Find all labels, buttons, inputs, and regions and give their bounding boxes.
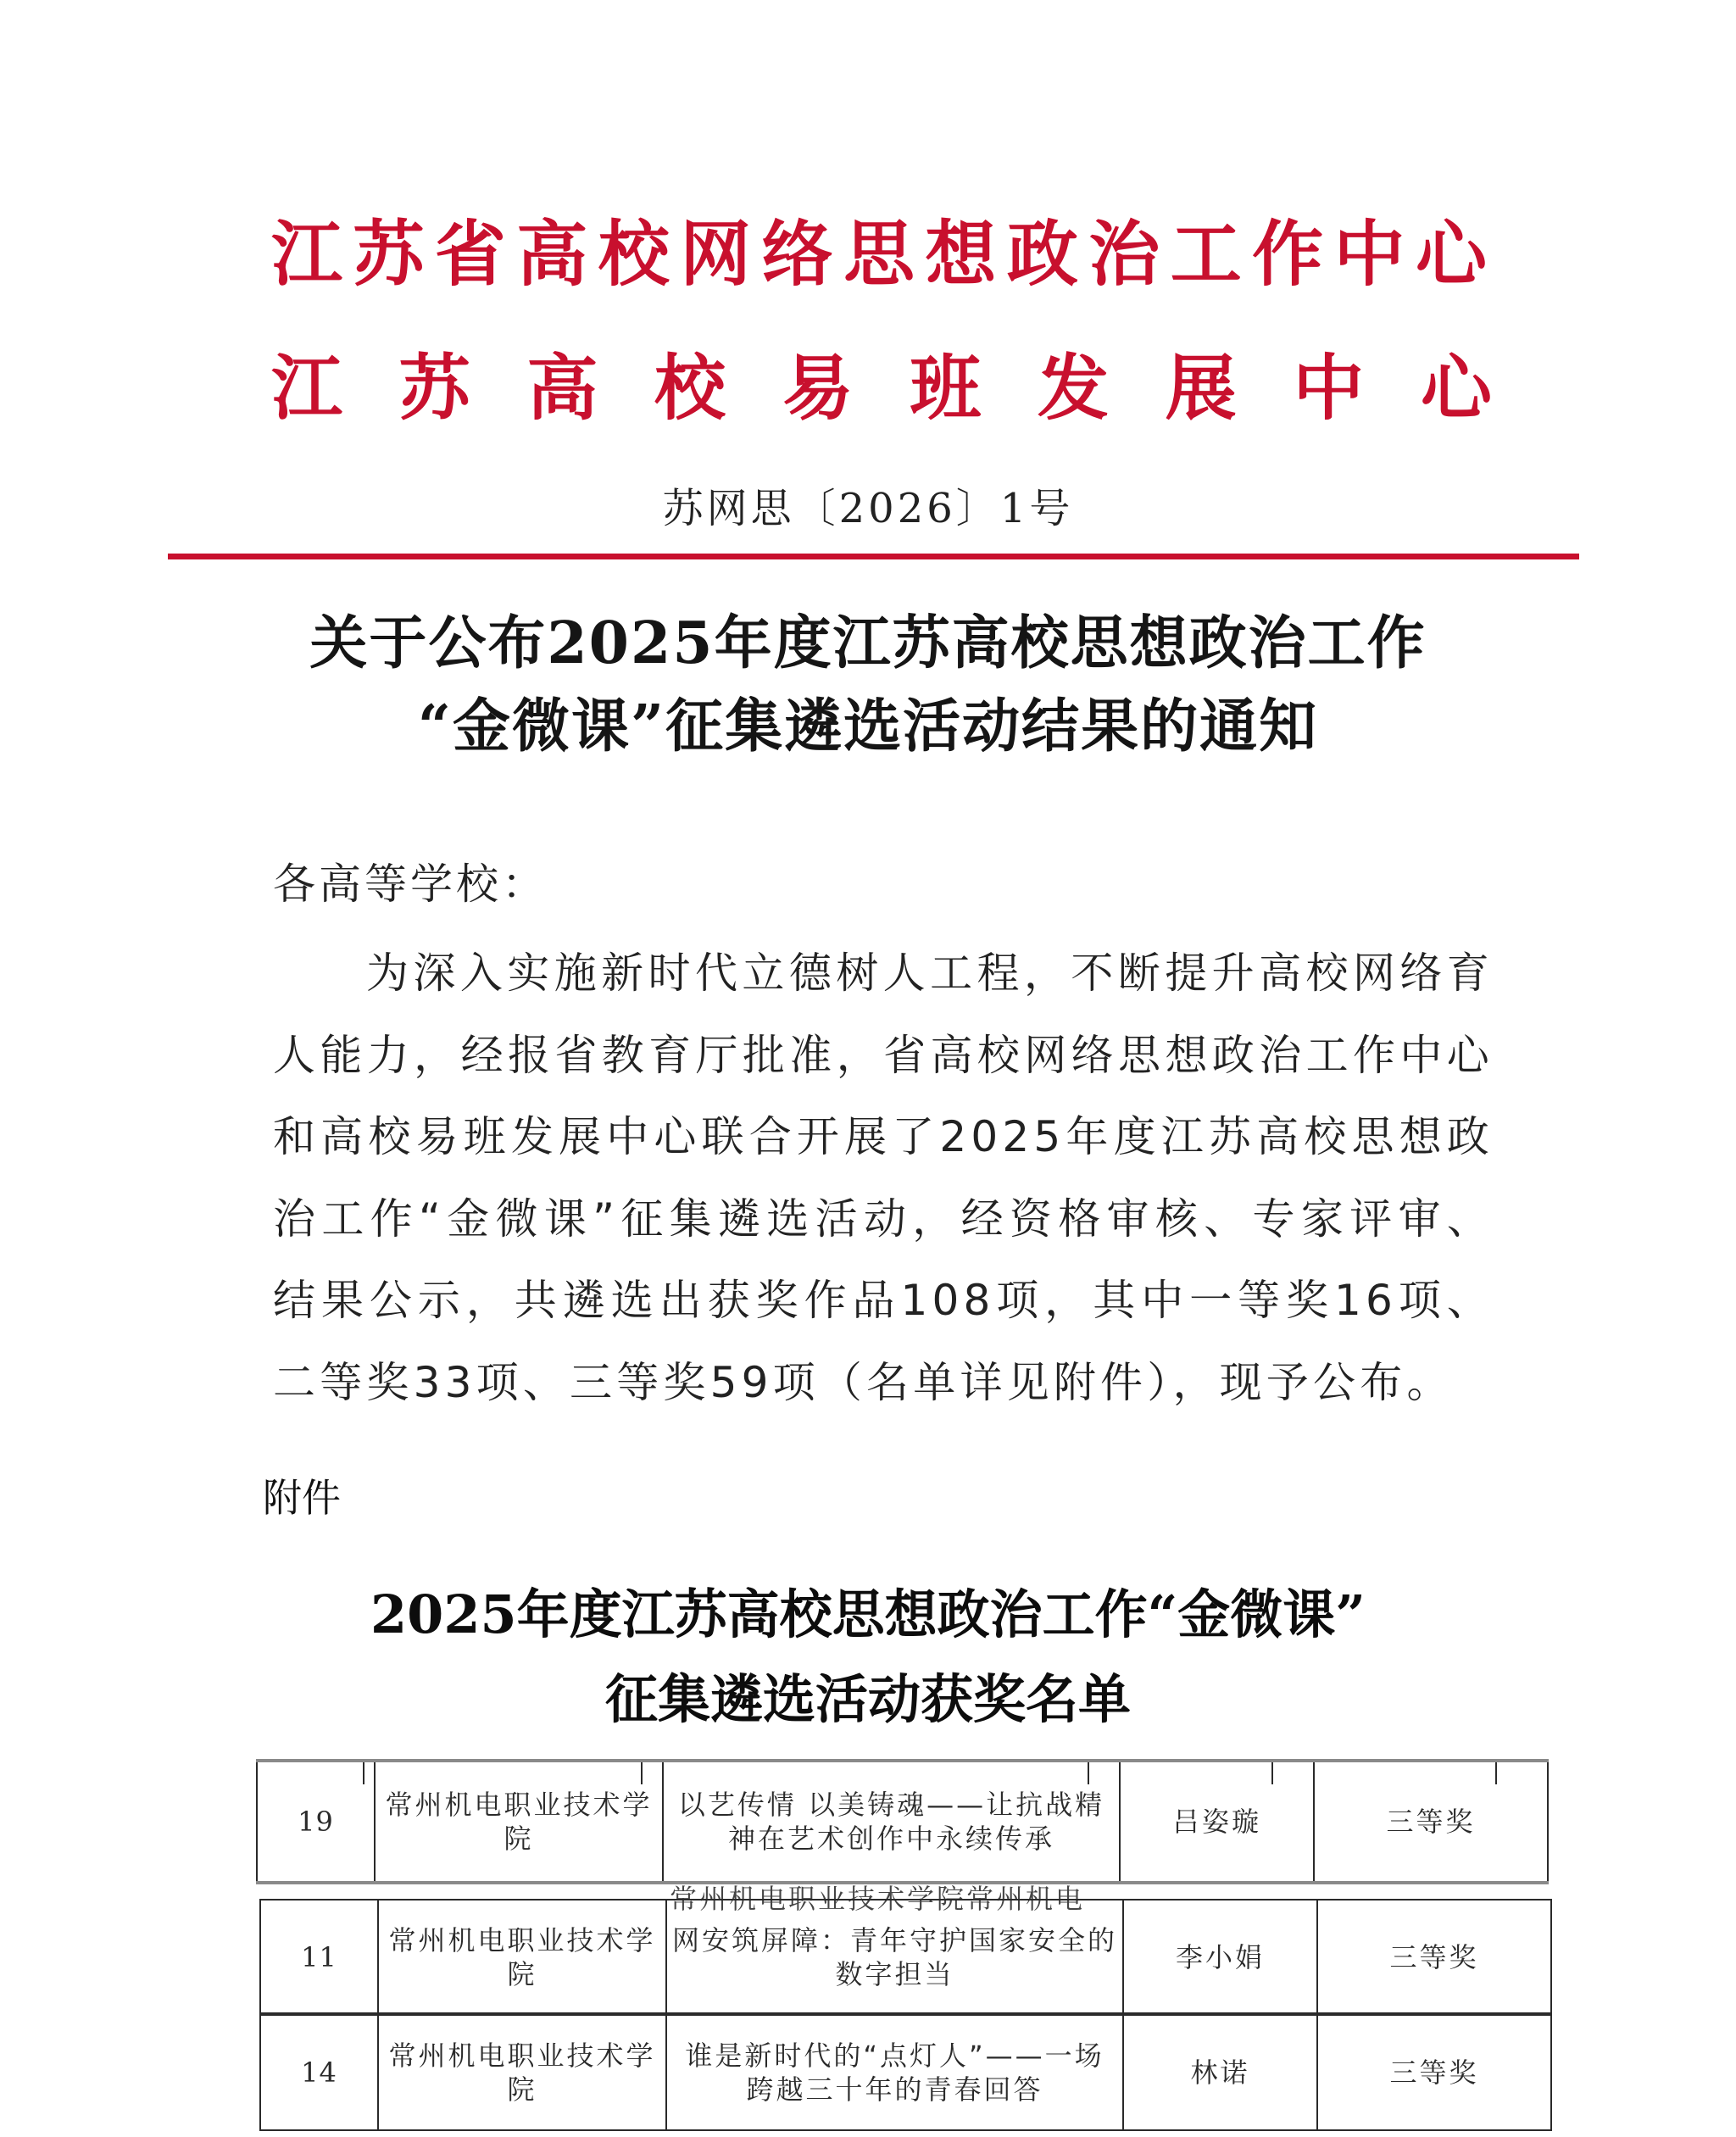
cell-work-title: 谁是新时代的“点灯人”——一场跨越三十年的青春回答 xyxy=(666,2014,1123,2130)
body-paragraph: 为深入实施新时代立德树人工程，不断提升高校网络育人能力，经报省教育厅批准，省高校网络思想政治工作中心和高校易班发展中心联合开展了2025年度江苏高校思想政治工作“金微课”征集遴选活动，经资格审核、专家评审、结果公示，共遴选出获奖作品108项，其中一等奖16项、二等奖33项、三等奖59项（名单详见附件），现予公布。 xyxy=(273,949,1494,1407)
letterhead-line-1: 江苏省高校网络思想政治工作中心 xyxy=(271,213,1492,296)
cell-author: 吕姿璇 xyxy=(1120,1761,1314,1883)
cell-work-title: 以艺传情 以美铸魂——让抗战精神在艺术创作中永续传承 xyxy=(663,1761,1120,1883)
award-list-title-line-1: 2025年度江苏高校思想政治工作“金微课” xyxy=(370,1583,1366,1645)
cut-off-row-text: 常州机电职业技术学院常州机电 xyxy=(670,1883,1086,1915)
cell-number: 11 xyxy=(260,1900,378,2015)
cell-author: 李小娟 xyxy=(1123,1900,1317,2015)
cell-author: 林诺 xyxy=(1123,2014,1317,2130)
cell-number: 19 xyxy=(257,1761,375,1883)
table-row xyxy=(257,1761,1548,1883)
document-number: 苏网思〔2026〕1号 xyxy=(662,485,1074,532)
attachment-label: 附件 xyxy=(263,1475,341,1521)
award-table-fragment-2 xyxy=(259,1899,1552,2016)
table-row xyxy=(260,1900,1551,2015)
award-table-fragment-3 xyxy=(259,2012,1552,2131)
cell-number: 14 xyxy=(260,2014,378,2130)
cell-school: 常州机电职业技术学院 xyxy=(375,1761,663,1883)
letterhead-line-2: 江 苏 高 校 易 班 发 展 中 心 xyxy=(271,347,1492,430)
notice-title xyxy=(0,602,1736,768)
cell-award: 三等奖 xyxy=(1317,2014,1551,2130)
notice-title-line-2: “金微课”征集遴选活动结果的通知 xyxy=(417,693,1319,760)
award-table-fragment-1 xyxy=(256,1759,1549,1884)
cell-school: 常州机电职业技术学院 xyxy=(378,2014,666,2130)
cell-award: 三等奖 xyxy=(1317,1900,1551,2015)
cell-work-title: 网安筑屏障：青年守护国家安全的数字担当 xyxy=(666,1900,1123,2015)
award-list-title xyxy=(0,1572,1736,1742)
notice-title-line-1: 关于公布2025年度江苏高校思想政治工作 xyxy=(309,609,1427,677)
table-row xyxy=(260,2014,1551,2130)
cell-school: 常州机电职业技术学院 xyxy=(378,1900,666,2015)
salutation: 各高等学校： xyxy=(273,860,548,909)
red-divider-rule xyxy=(168,554,1579,559)
award-list-title-line-2: 征集遴选活动获奖名单 xyxy=(604,1668,1131,1730)
cell-award: 三等奖 xyxy=(1314,1761,1548,1883)
